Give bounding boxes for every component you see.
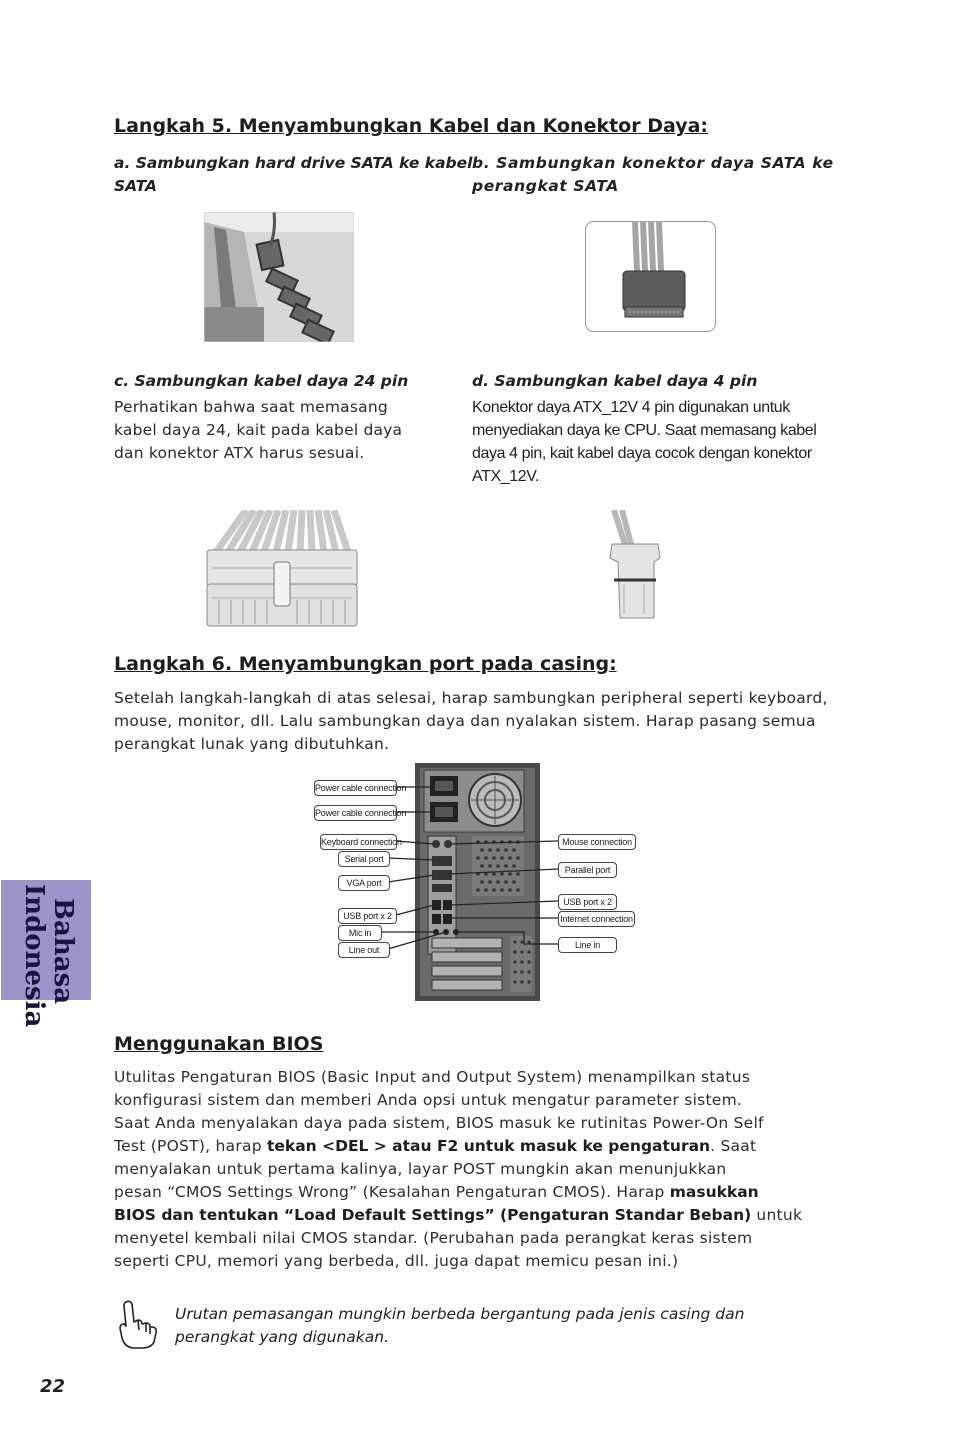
label-usb-port-left: USB port x 2 bbox=[338, 908, 397, 924]
bios-line: seperti CPU, memori yang berbeda, dll. juga dapat memicu pesan ini.) bbox=[114, 1252, 679, 1270]
step6-title: Langkah 6. Menyambungkan port pada casing: bbox=[114, 653, 617, 675]
atx-24pin-connector-image bbox=[204, 510, 360, 628]
note-text bbox=[175, 1303, 744, 1349]
step5-c-line: dan konektor ATX harus sesuai. bbox=[114, 444, 365, 462]
step5-d-title: d. Sambungkan kabel daya 4 pin bbox=[472, 372, 758, 390]
step5-c-line: kabel daya 24, kait pada kabel daya bbox=[114, 421, 403, 439]
sata-hard-drive-image bbox=[204, 212, 354, 342]
step6-text bbox=[114, 687, 828, 756]
bios-line: menyetel kembali nilai CMOS standar. (Perubahan pada perangkat keras sistem bbox=[114, 1229, 753, 1247]
step5-d-text bbox=[472, 396, 816, 488]
bios-line: BIOS dan tentukan “Load Default Settings” (Pengaturan Standar Beban) untuk bbox=[114, 1206, 803, 1224]
step6-line: perangkat lunak yang dibutuhkan. bbox=[114, 735, 390, 753]
step5-c-line: Perhatikan bahwa saat memasang bbox=[114, 398, 388, 416]
label-power-cable-connection-2: Power cable connection bbox=[314, 805, 397, 821]
step5-b-title-line1: b. Sambungkan konektor daya SATA ke bbox=[472, 154, 834, 172]
step5-d-line: ATX_12V. bbox=[472, 468, 540, 485]
label-line-in: Line in bbox=[558, 937, 617, 953]
step5-a-title-line2: SATA bbox=[114, 177, 158, 195]
label-keyboard-connection: Keyboard connection bbox=[320, 834, 397, 850]
bios-line: pesan “CMOS Settings Wrong” (Kesalahan Pengaturan CMOS). Harap masukkan bbox=[114, 1183, 759, 1201]
atx-12v-4pin-connector-image bbox=[600, 510, 670, 622]
step5-d-line: menyediakan daya ke CPU. Saat memasang kabel bbox=[472, 422, 817, 439]
label-line-out: Line out bbox=[338, 942, 390, 958]
page-number: 22 bbox=[40, 1376, 66, 1397]
step5-d-line: daya 4 pin, kait kabel daya cocok dengan konektor bbox=[472, 445, 812, 462]
step5-d-line: Konektor daya ATX_12V 4 pin digunakan untuk bbox=[472, 399, 790, 416]
step5-c-text bbox=[114, 396, 402, 465]
bios-text bbox=[114, 1066, 854, 1273]
bios-line: menyalakan untuk pertama kalinya, layar POST mungkin akan menunjukkan bbox=[114, 1160, 727, 1178]
label-vga-port: VGA port bbox=[338, 875, 390, 891]
side-tab-line2: Indonesia bbox=[19, 884, 49, 1028]
label-parallel-port: Parallel port bbox=[558, 862, 617, 878]
step5-title: Langkah 5. Menyambungkan Kabel dan Konektor Daya: bbox=[114, 115, 709, 137]
bios-load-default-instruction: BIOS dan tentukan “Load Default Settings” (Pengaturan Standar Beban) bbox=[114, 1206, 752, 1224]
label-mouse-connection: Mouse connection bbox=[558, 834, 636, 850]
label-mic-in: Mic in bbox=[338, 925, 382, 941]
step5-a-title-line1: a. Sambungkan hard drive SATA ke kabel bbox=[114, 154, 473, 172]
note-line: perangkat yang digunakan. bbox=[175, 1328, 390, 1346]
step6-line: mouse, monitor, dll. Lalu sambungkan daya dan nyalakan sistem. Harap pasang semua bbox=[114, 712, 816, 730]
sata-power-connector-image bbox=[585, 221, 716, 332]
bios-line: Utulitas Pengaturan BIOS (Basic Input and Output System) menampilkan status bbox=[114, 1068, 751, 1086]
bios-line: Test (POST), harap tekan <DEL > atau F2 untuk masuk ke pengaturan. Saat bbox=[114, 1137, 757, 1155]
side-tab-line1: Bahasa bbox=[48, 898, 78, 1005]
label-usb-port-right: USB port x 2 bbox=[558, 894, 617, 910]
pointing-hand-icon bbox=[112, 1298, 162, 1352]
bios-key-instruction: tekan <DEL > atau F2 untuk masuk ke pengaturan bbox=[266, 1137, 711, 1155]
step5-b-title-line2: perangkat SATA bbox=[472, 177, 619, 195]
bios-line: Saat Anda menyalakan daya pada sistem, BIOS masuk ke rutinitas Power-On Self bbox=[114, 1114, 764, 1132]
label-internet-connection: Internet connection bbox=[558, 911, 635, 927]
step6-line: Setelah langkah-langkah di atas selesai, harap sambungkan peripheral seperti keyboard, bbox=[114, 689, 828, 707]
step5-c-title: c. Sambungkan kabel daya 24 pin bbox=[114, 372, 409, 390]
language-side-tab bbox=[1, 880, 91, 1028]
bios-title: Menggunakan BIOS bbox=[114, 1033, 324, 1055]
step5-a-title bbox=[114, 152, 472, 198]
label-power-cable-connection-1: Power cable connection bbox=[314, 780, 397, 796]
step5-b-title bbox=[472, 152, 834, 198]
bios-line: konfigurasi sistem dan memberi Anda opsi untuk mengatur parameter sistem. bbox=[114, 1091, 743, 1109]
label-serial-port: Serial port bbox=[338, 851, 390, 867]
note-line: Urutan pemasangan mungkin berbeda bergantung pada jenis casing dan bbox=[175, 1305, 745, 1323]
